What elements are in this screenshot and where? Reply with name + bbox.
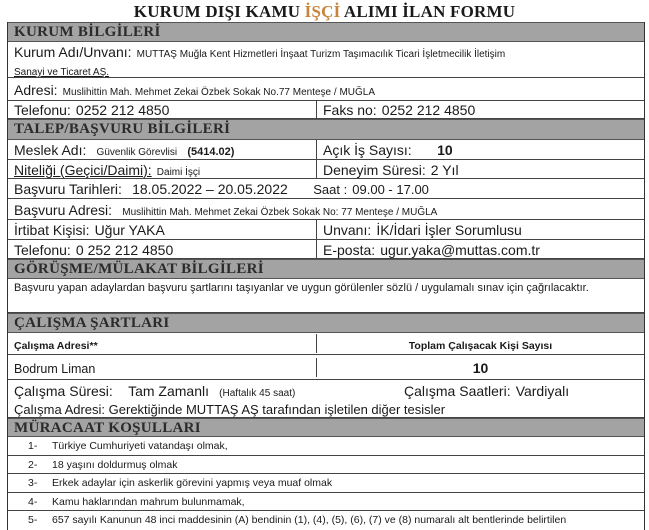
item-text: Türkiye Cumhuriyeti vatandaşı olmak, bbox=[52, 440, 228, 452]
calisma-adresi-header: Çalışma Adresi** bbox=[14, 340, 98, 352]
irtibat-telefon-value: 0 252 212 4850 bbox=[75, 241, 174, 258]
calisma-suresi-label: Çalışma Süresi: bbox=[14, 382, 113, 399]
row-basvuru-adresi bbox=[8, 199, 644, 220]
saat-value: 09.00 - 17.00 bbox=[352, 182, 429, 197]
tarih-value: 18.05.2022 – 20.05.2022 bbox=[132, 181, 288, 197]
item-number: 5- bbox=[28, 514, 38, 526]
section-title: ÇALIŞMA ŞARTLARI bbox=[14, 315, 170, 331]
eposta-value[interactable]: ugur.yaka@muttas.com.tr bbox=[380, 241, 540, 258]
muracaat-item bbox=[8, 493, 644, 512]
row-calisma-headers bbox=[8, 333, 644, 355]
item-text: 18 yaşını doldurmuş olmak bbox=[52, 458, 178, 471]
section-calisma-header bbox=[8, 313, 644, 333]
muracaat-item bbox=[8, 511, 644, 530]
acik-is-value: 10 bbox=[437, 142, 453, 158]
basvuru-adres-label: Başvuru Adresi: bbox=[14, 201, 113, 218]
calisma-adresi-value: Bodrum Liman bbox=[14, 361, 96, 376]
item-text: Kamu haklarından mahrum bulunmamak, bbox=[52, 495, 245, 508]
deneyim-label: Deneyim Süresi: bbox=[323, 161, 426, 178]
kurum-telefon-label: Telefonu: bbox=[14, 102, 71, 118]
tarih-label: Başvuru Tarihleri: bbox=[14, 181, 122, 197]
row-nitelik-deneyim bbox=[8, 160, 644, 179]
item-number: 1- bbox=[28, 440, 38, 452]
toplam-kisi-value: 10 bbox=[472, 359, 489, 376]
kurum-telefon-value: 0252 212 4850 bbox=[75, 102, 170, 118]
deneyim-value: 2 Yıl bbox=[430, 161, 459, 178]
title-part2: ALIMI İLAN FORMU bbox=[340, 2, 516, 21]
kurum-adres-label: Adresi: bbox=[14, 81, 58, 98]
section-gorusme-header bbox=[8, 259, 644, 279]
calisma-suresi-note: (Haftalık 45 saat) bbox=[219, 387, 296, 399]
section-title: MÜRACAAT KOŞULLARI bbox=[14, 420, 201, 436]
title-part1: KURUM DIŞI KAMU bbox=[133, 2, 305, 21]
row-basvuru-tarihleri bbox=[8, 179, 644, 199]
row-calisma-values bbox=[8, 355, 644, 380]
kurum-faks-value: 0252 212 4850 bbox=[381, 102, 476, 118]
kurum-adi-label: Kurum Adı/Unvanı: bbox=[14, 44, 132, 60]
row-calisma-adres-note bbox=[8, 400, 644, 418]
calisma-suresi-value: Tam Zamanlı bbox=[128, 382, 209, 399]
item-text: 657 sayılı Kanunun 48 inci maddesinin (A) bendinin (1), (4), (5), (6), (7) ve (8) numaralı alt bentlerinde belirtilen bbox=[52, 514, 567, 526]
muracaat-item bbox=[8, 474, 644, 493]
kurum-adi-value: MUTTAŞ Muğla Kent Hizmetleri İnşaat Turizm Taşımacılık Ticari İşletmecilik İletişim bbox=[136, 49, 506, 60]
item-text: Erkek adaylar için askerlik görevini yapmış veya muaf olmak bbox=[52, 477, 333, 489]
item-number: 2- bbox=[28, 458, 38, 471]
irtibat-label: İrtibat Kişisi: bbox=[14, 222, 90, 238]
row-kurum-adi bbox=[8, 42, 644, 78]
section-kurum-header bbox=[8, 22, 644, 42]
calisma-saatleri-value: Vardiyalı bbox=[515, 382, 570, 399]
announcement-form bbox=[7, 22, 645, 530]
row-telefon-eposta bbox=[8, 240, 644, 259]
toplam-kisi-header: Toplam Çalışacak Kişi Sayısı bbox=[408, 340, 553, 352]
nitelik-label: Niteliği (Geçici/Daimi): bbox=[14, 161, 152, 178]
gorusme-text: Başvuru yapan adaylardan başvuru şartlarını taşıyanlar ve uygun görülenler sözlü / uygulamalı sınav için çağrılacaktır. bbox=[14, 282, 589, 294]
unvan-value: İK/İdari İşler Sorumlusu bbox=[376, 222, 522, 238]
calisma-saatleri-label: Çalışma Saatleri: bbox=[404, 382, 511, 399]
item-number: 4- bbox=[28, 495, 38, 508]
title-highlight: İŞÇİ bbox=[304, 2, 341, 21]
form-title bbox=[0, 2, 649, 22]
nitelik-value: Daimi İşçi bbox=[156, 166, 201, 178]
muracaat-item bbox=[8, 456, 644, 475]
eposta-label: E-posta: bbox=[323, 241, 376, 258]
calisma-adres-note: Çalışma Adresi: Gerektiğinde MUTTAŞ AŞ tarafından işletilen diğer tesisler bbox=[14, 402, 446, 417]
irtibat-value: Uğur YAKA bbox=[94, 222, 165, 238]
basvuru-adres-value: Muslihittin Mah. Mehmet Zekai Özbek Sokak No: 77 Menteşe / MUĞLA bbox=[122, 206, 438, 218]
row-calisma-suresi bbox=[8, 380, 644, 400]
row-gorusme-text bbox=[8, 279, 644, 313]
kurum-adres-value: Muslihittin Mah. Mehmet Zekai Özbek Sokak No.77 Menteşe / MUĞLA bbox=[62, 86, 376, 98]
row-irtibat-unvan bbox=[8, 220, 644, 240]
meslek-code: (5414.02) bbox=[187, 146, 235, 158]
section-muracaat-header bbox=[8, 418, 644, 437]
section-title: TALEP/BAŞVURU BİLGİLERİ bbox=[14, 121, 231, 137]
row-kurum-adres bbox=[8, 78, 644, 101]
section-talep-header bbox=[8, 119, 644, 140]
row-kurum-telefon-faks bbox=[8, 101, 644, 119]
section-title: KURUM BİLGİLERİ bbox=[14, 24, 161, 40]
section-title: GÖRÜŞME/MÜLAKAT BİLGİLERİ bbox=[14, 261, 264, 277]
kurum-adi-value-line2: Sanayi ve Ticaret AŞ. bbox=[14, 67, 110, 77]
meslek-label: Meslek Adı: bbox=[14, 142, 87, 158]
saat-label: Saat : bbox=[313, 182, 348, 197]
row-meslek-acik bbox=[8, 140, 644, 160]
item-number: 3- bbox=[28, 477, 38, 489]
muracaat-item bbox=[8, 437, 644, 456]
acik-is-label: Açık İş Sayısı: bbox=[323, 142, 412, 158]
meslek-value: Güvenlik Görevlisi bbox=[96, 147, 178, 158]
unvan-label: Unvanı: bbox=[323, 222, 372, 238]
kurum-faks-label: Faks no: bbox=[323, 102, 377, 118]
irtibat-telefon-label: Telefonu: bbox=[14, 241, 71, 258]
